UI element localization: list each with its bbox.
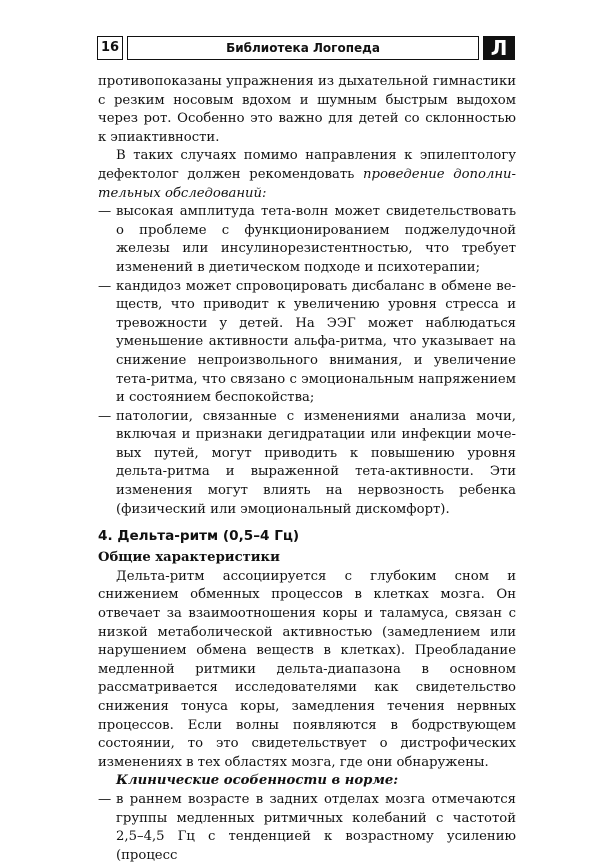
clinical-features-list	[98, 791, 516, 865]
running-title: Библиотека Логопеда	[127, 36, 479, 60]
examinations-list	[98, 203, 516, 519]
page-body	[98, 73, 516, 865]
list-item: — высокая амплитуда тета-волн может свидетельствовать о проблеме с функционированием поджелудочной железы или инсулинорезистентностью, что требует изменений в диетическом подходе и психотерапии;	[98, 203, 516, 277]
section-title: 4. Дельта-ритм (0,5–4 Гц)	[98, 528, 300, 545]
page-number: 16	[97, 36, 123, 60]
clinical-features-heading: Клинические особенности в норме:	[116, 773, 399, 789]
paragraph-intro: противопоказаны упражнения из дыхательной гимнастики с резким носовым вдохом и шумным быстрым выдохом через рот. Особенно это важно для детей со склонностью к эпиактивности.	[98, 74, 516, 145]
paragraph-delta-description: Дельта-ритм ассоциируется с глубоким сном и снижением обменных процессов в клетках мозга. Он отвечает за взаимоотношения коры и таламуса, связан с низкой метаболической активностью (замедлением или нарушением обмена веществ в клетках). Преобладание медленной ритмики дельта-диапазона в основном рассматривается исследователями как свидетельство снижения тонуса коры, замедления течения нервных процессов. Если волны появляются в бодрствующем состоянии, то это свидетельствует о дистрофических изменениях в тех областях мозга, где они обнаружены.	[98, 568, 516, 770]
running-header	[97, 36, 515, 62]
list-item: — патологии, связанные с изменениями анализа мочи, включая и признаки дегидратации или инфекции мочевых путей, могут приводить к повышению уровня дельта-ритма и выраженной тета-активности. Эти изменения могут влиять на нервозность ребенка (физический или эмоциональный дискомфорт).	[98, 408, 516, 520]
paragraph-recommendation-emphasis: проведение дополнительных обследований:	[98, 166, 516, 201]
paragraph-recommendation-lead: В таких случаях помимо направления к эпилептологу дефектолог должен рекомендовать	[98, 148, 516, 182]
subsection-title: Общие характеристики	[98, 550, 280, 566]
series-logo: Л	[483, 36, 515, 60]
paragraph-recommendation	[98, 147, 516, 203]
list-item: — кандидоз может спровоцировать дисбаланс в обмене веществ, что приводит к увеличению уровня стресса и тревожности у детей. На ЭЭГ может наблюдаться уменьшение активности альфа-ритма, что указывает на снижение непроизвольного внимания, и увеличение тета-ритма, что связано с эмоциональным напряжением и состоянием беспокойства;	[98, 278, 516, 408]
list-item: — в раннем возрасте в задних отделах мозга отмечаются группы медленных ритмичных колебаний с частотой 2,5–4,5 Гц с тенденцией к возрастному усилению (процесс	[98, 791, 516, 865]
